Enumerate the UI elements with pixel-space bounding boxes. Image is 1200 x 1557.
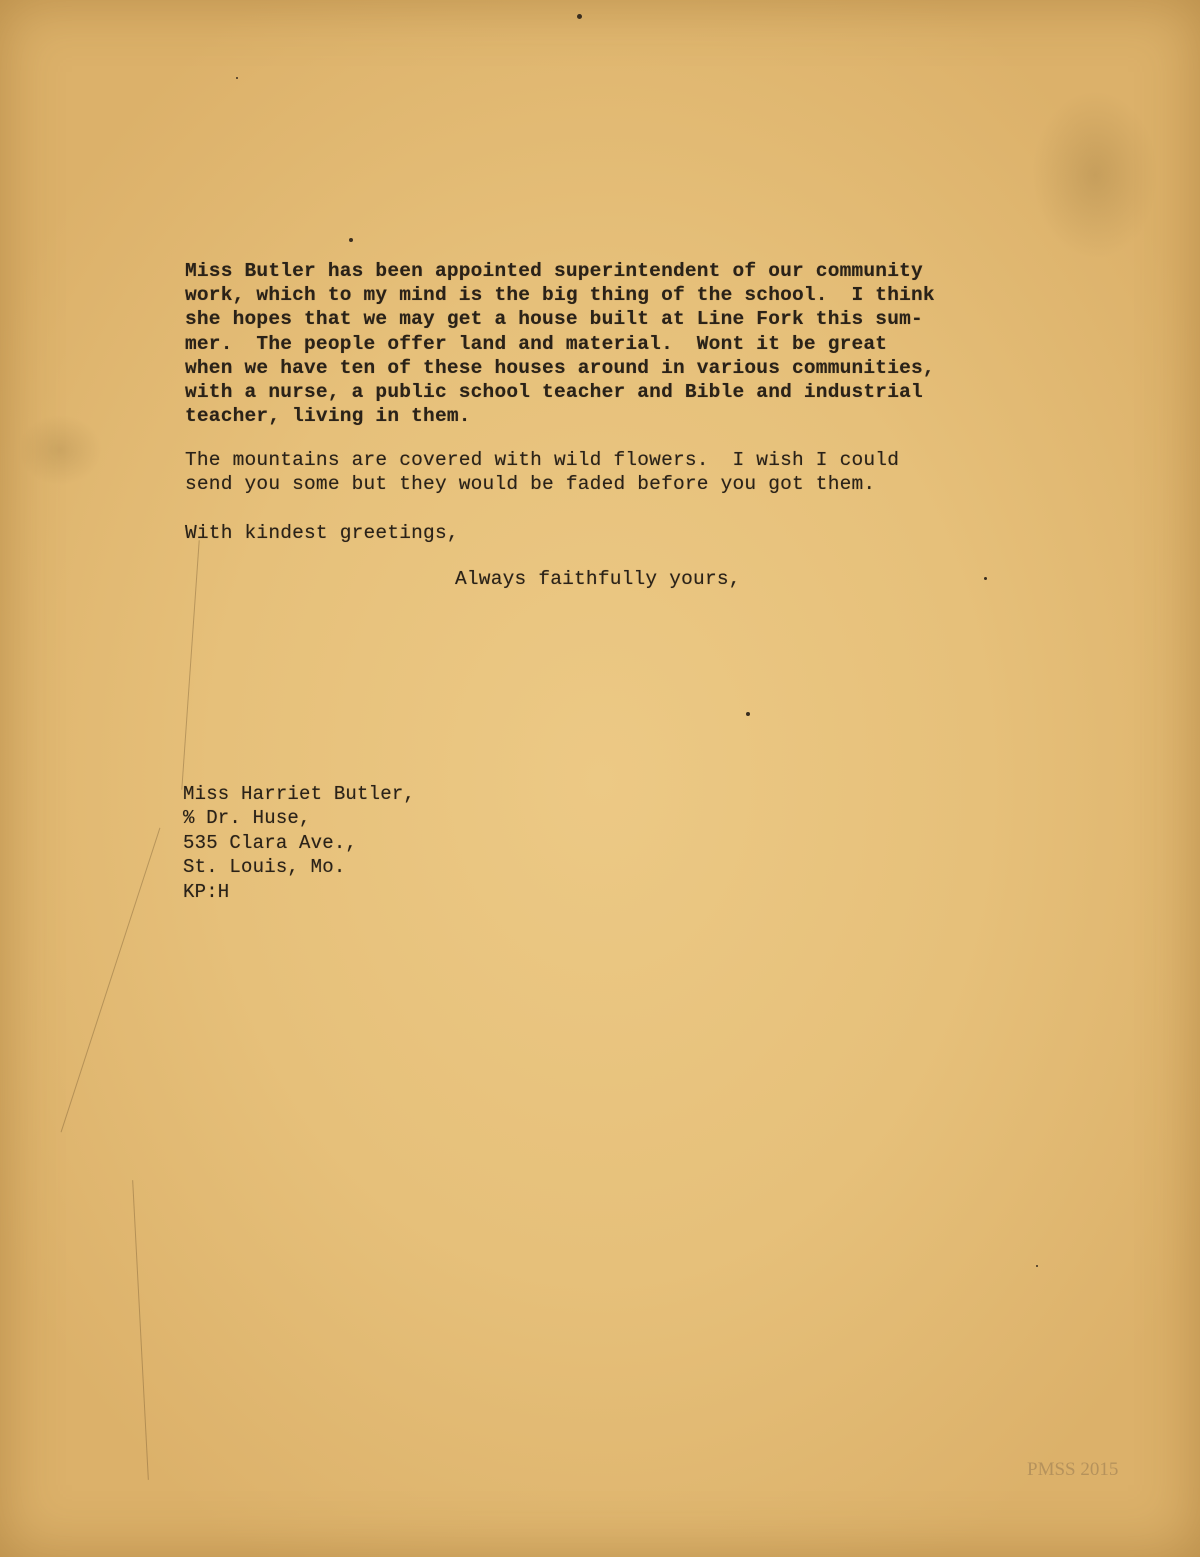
paper-speck bbox=[984, 577, 987, 580]
paper-crease bbox=[61, 828, 161, 1133]
body-paragraph-1: Miss Butler has been appointed superintendent of our community work, which to my mind is the big thing of the school. I think she hopes that we may get a house built at Line Fork this sum- mer. The people offer land and material. Wont it be great when we have ten of these houses around in various communities, with a nurse, a public school teacher and Bible and industrial teacher, living in them. bbox=[185, 260, 935, 428]
paper-crease bbox=[132, 1180, 149, 1480]
signoff: Always faithfully yours, bbox=[455, 568, 741, 590]
body-paragraph-2: The mountains are covered with wild flowers. I wish I could send you some but they would be faded before you got them. bbox=[185, 449, 900, 496]
paper-speck bbox=[746, 712, 750, 716]
archive-watermark: PMSS 2015 bbox=[1027, 1459, 1119, 1480]
recipient-address-block: Miss Harriet Butler, % Dr. Huse, 535 Clara Ave., St. Louis, Mo. KP:H bbox=[183, 783, 416, 903]
paper-speck bbox=[349, 238, 353, 242]
paper-speck bbox=[1036, 1265, 1038, 1267]
closing-salutation: With kindest greetings, bbox=[185, 522, 459, 544]
paper-crease bbox=[181, 540, 199, 789]
paper-speck bbox=[577, 14, 582, 19]
paper-speck bbox=[236, 77, 238, 79]
